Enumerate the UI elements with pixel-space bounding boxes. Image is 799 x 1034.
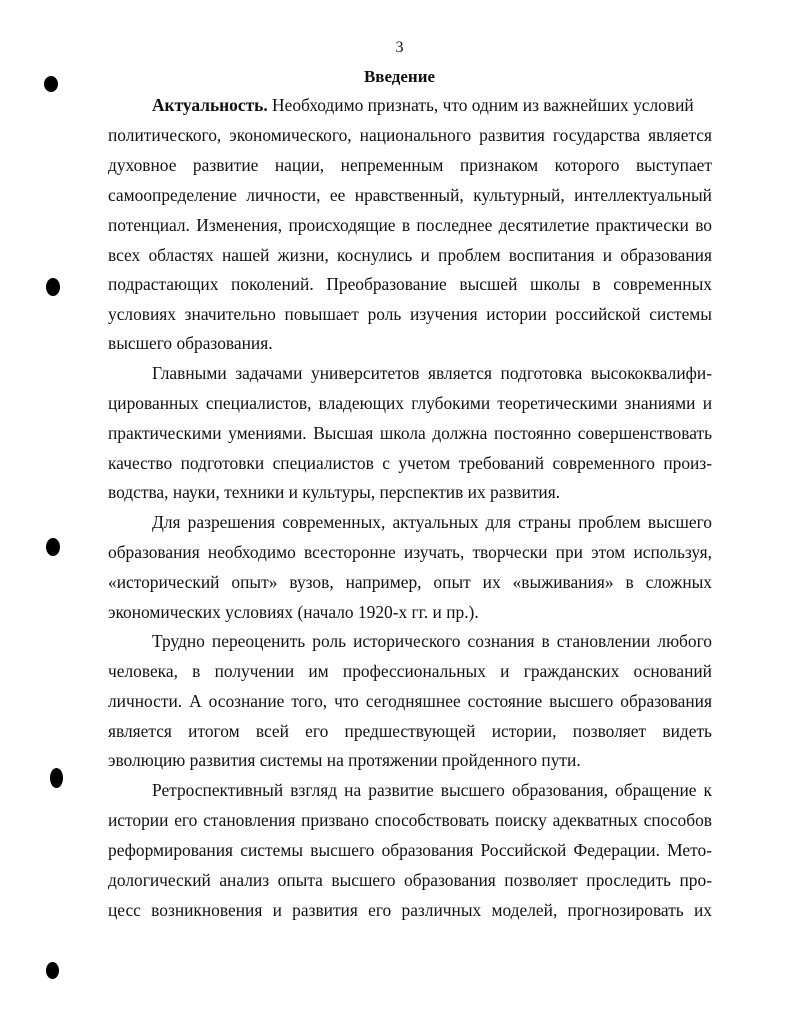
paragraph-line: Для разрешения современных, актуальных для страны проблем высшего — [152, 512, 712, 532]
paragraph-line: человека, в получении им профессиональных и гражданских оснований — [108, 661, 712, 681]
punch-hole-mark — [50, 768, 63, 788]
paragraph-line: эволюцию развития системы на протяжении пройденного пути. — [108, 750, 581, 770]
punch-hole-mark — [46, 962, 59, 979]
paragraph-line: образования необходимо всесторонне изучать, творчески при этом используя, — [108, 542, 712, 562]
paragraph-line: политического, экономического, национального развития государства является — [108, 125, 712, 145]
paragraph-line: истории его становления призвано способствовать поиску адекватных способов — [108, 810, 712, 830]
paragraph-line: «исторический опыт» вузов, например, опыт их «выживания» в сложных — [108, 572, 712, 592]
page-number: 3 — [395, 39, 404, 56]
paragraph-line: является итогом всей его предшествующей истории, позволяет видеть — [108, 721, 712, 741]
paragraph-line: цесс возникновения и развития его различных моделей, прогнозировать их — [108, 900, 712, 920]
paragraph-line: Ретроспективный взгляд на развитие высшего образования, обращение к — [152, 780, 712, 800]
punch-hole-mark — [46, 278, 60, 296]
paragraph-line: потенциал. Изменения, происходящие в последнее десятилетие практически во — [108, 215, 712, 235]
paragraph-line: реформирования системы высшего образования Российской Федерации. Мето- — [108, 840, 712, 860]
paragraph-line: Трудно переоценить роль исторического сознания в становлении любого — [152, 631, 712, 651]
paragraph-line: высшего образования. — [108, 333, 273, 353]
paragraph-line: условиях значительно повышает роль изучения истории российской системы — [108, 304, 712, 324]
paragraph-line: подрастающих поколений. Преобразование высшей школы в современных — [108, 274, 712, 294]
section-heading: Введение — [363, 67, 436, 86]
paragraph-line: цированных специалистов, владеющих глубокими теоретическими знаниями и — [108, 393, 712, 413]
paragraph-line: Главными задачами университетов является подготовка высококвалифи- — [152, 363, 712, 383]
paragraph-line: духовное развитие нации, непременным признаком которого выступает — [108, 155, 712, 175]
lead-term: Актуальность. — [152, 95, 268, 115]
paragraph-line: качество подготовки специалистов с учетом требований современного произ- — [108, 453, 712, 473]
paragraph-line: дологический анализ опыта высшего образования позволяет проследить про- — [108, 870, 712, 890]
paragraph-line: экономических условиях (начало 1920-х гг. и пр.). — [108, 602, 479, 622]
paragraph-line: водства, науки, техники и культуры, перспектив их развития. — [108, 482, 561, 502]
paragraph-line — [152, 94, 712, 116]
paragraph-line: всех областях нашей жизни, коснулись и проблем воспитания и образования — [108, 245, 712, 265]
paragraph-line: личности. А осознание того, что сегодняшнее состояние высшего образования — [108, 691, 712, 711]
paragraph-line: практическими умениями. Высшая школа должна постоянно совершенствовать — [108, 423, 712, 443]
paragraph-text: Необходимо признать, что одним из важнейших условий — [267, 95, 694, 115]
paragraph-line: самоопределение личности, ее нравственный, культурный, интеллектуальный — [108, 185, 712, 205]
punch-hole-mark — [46, 538, 60, 556]
